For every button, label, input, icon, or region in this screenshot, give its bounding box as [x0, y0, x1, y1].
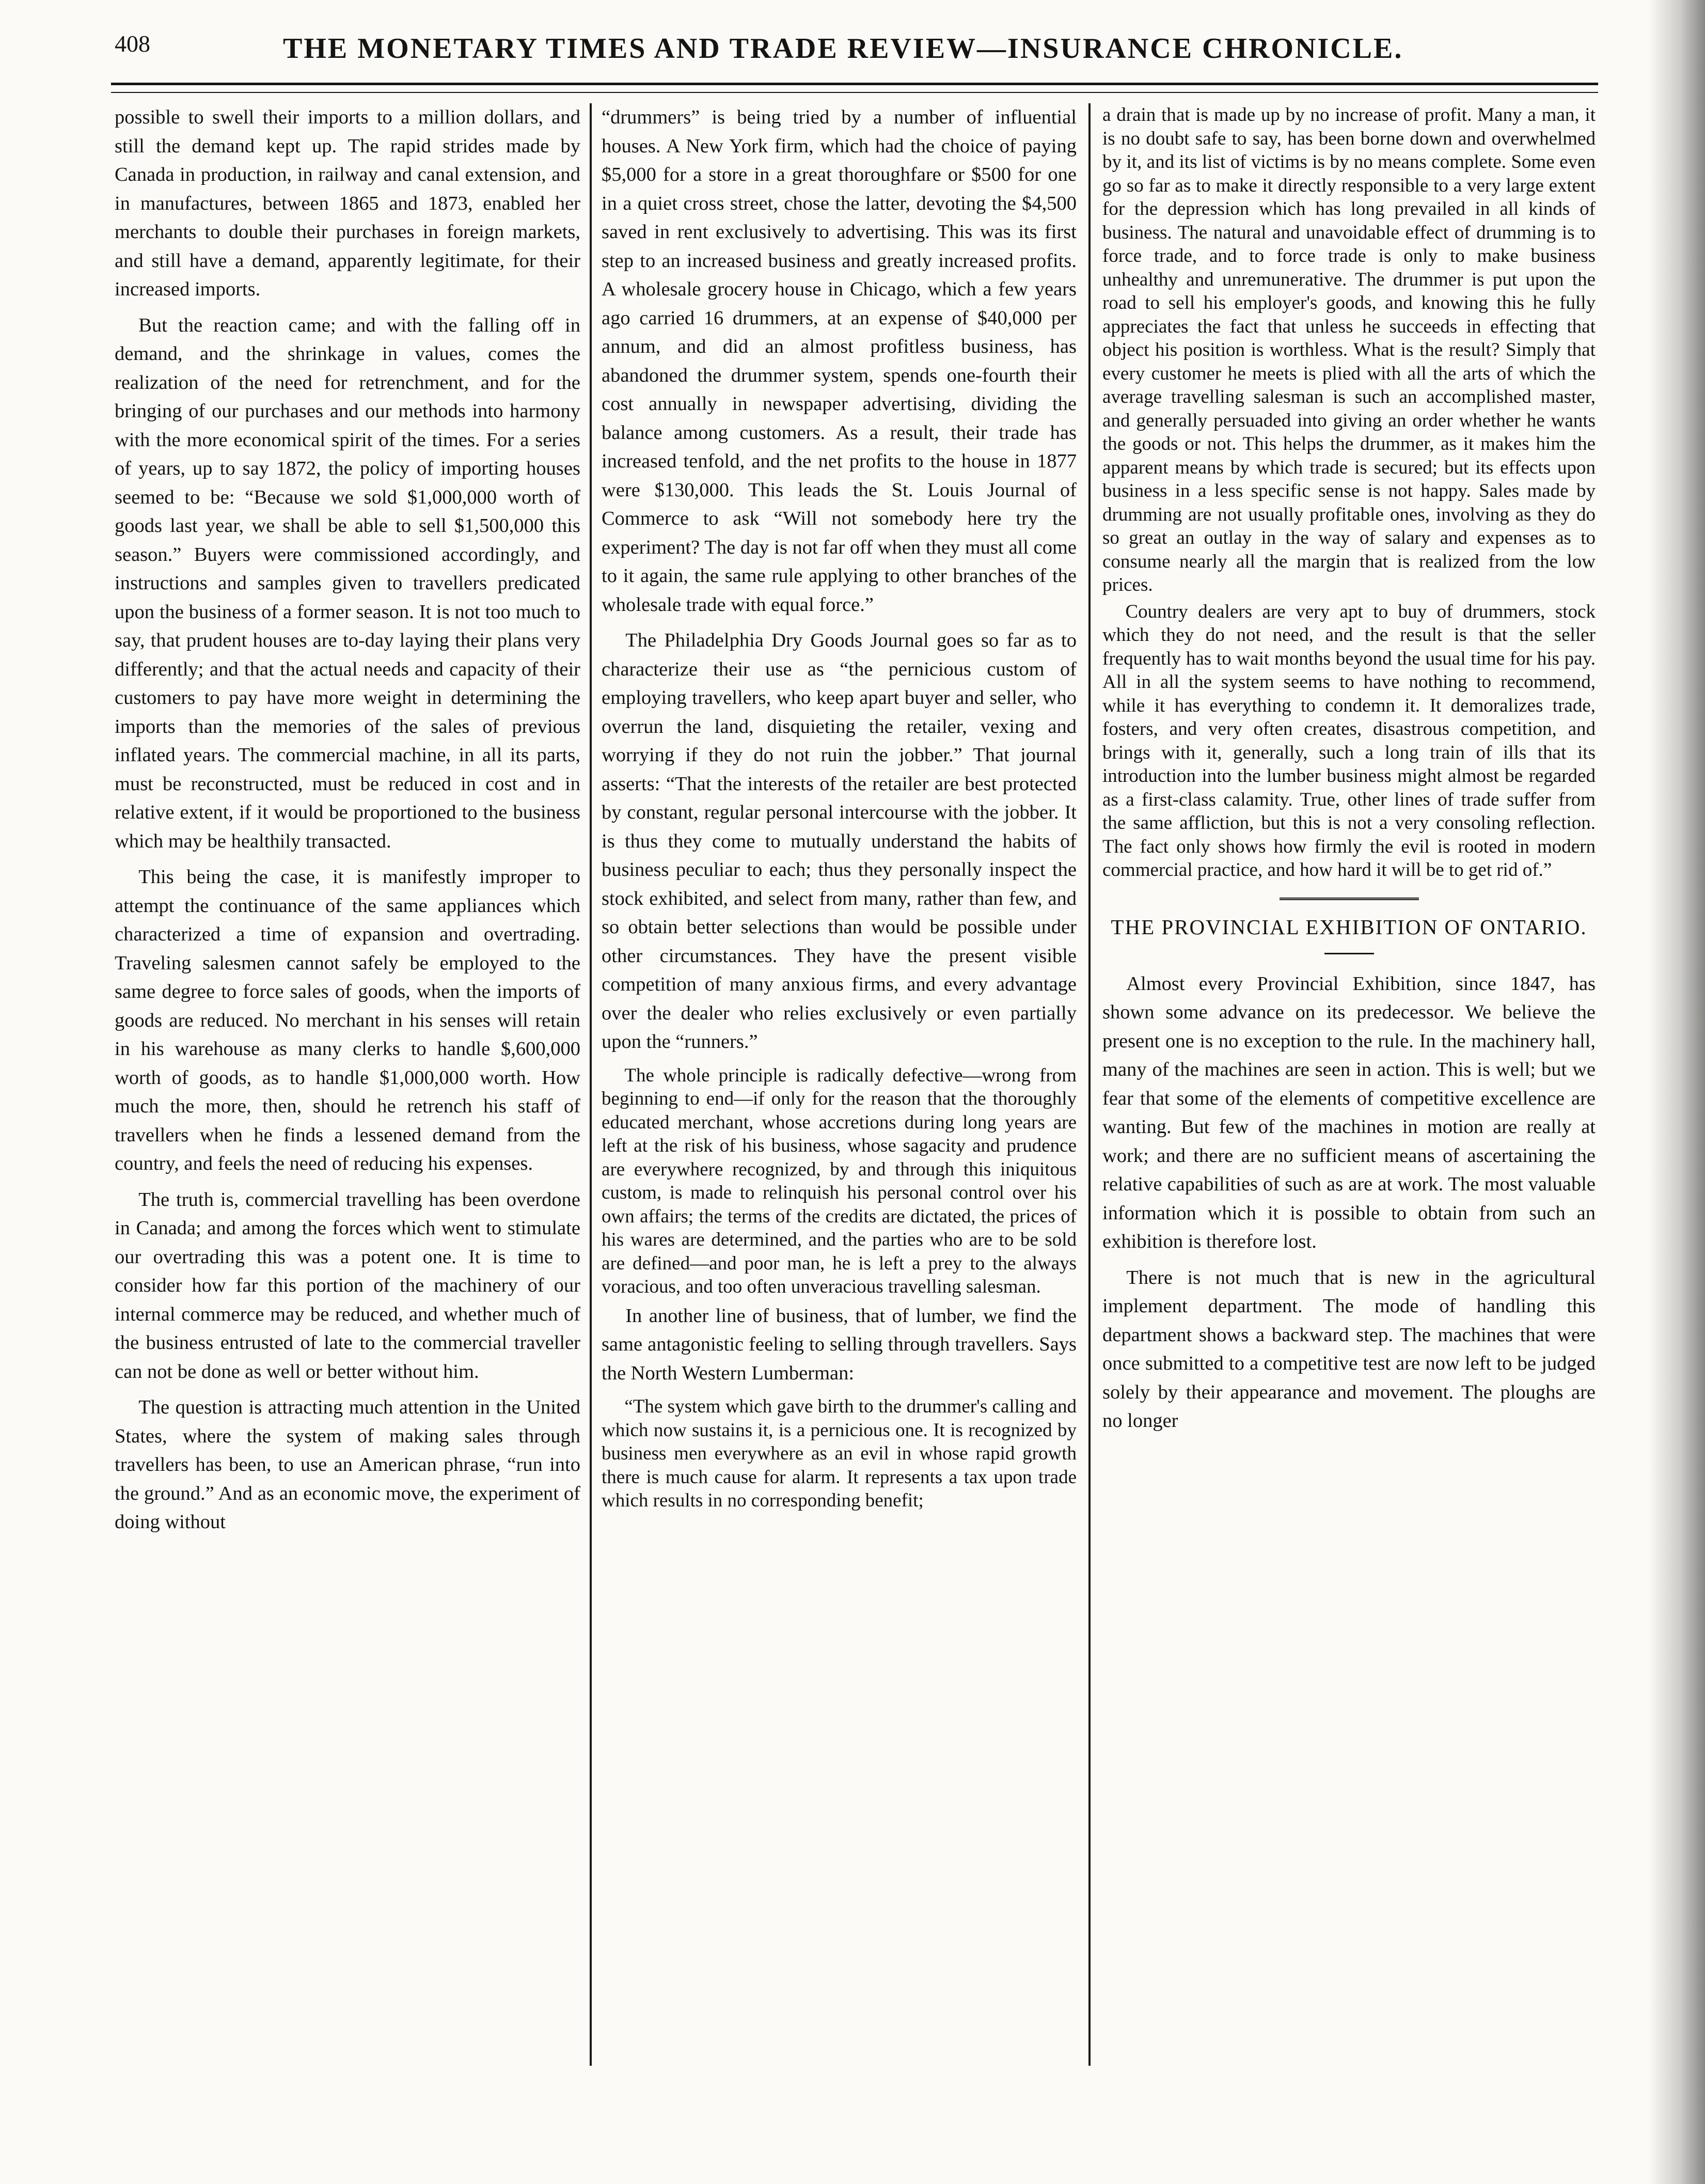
section-divider	[1280, 898, 1419, 900]
paragraph: “The system which gave birth to the drummer's calling and which now sustains it, is a pernicious one. It is recognized by business men everywhere as an evil in whose rapid growth there is much cause for alarm. It represents a tax upon trade which results in no corresponding benefit;	[602, 1396, 1077, 1511]
paragraph: possible to swell their imports to a million dollars, and still the demand kept up. The rapid strides made by Canada in production, in railway and canal extension, and in manufactures, between 1865 and 1873, enabled her merchants to double their purchases in foreign markets, and still have a demand, apparently legitimate, for their increased imports.	[115, 106, 580, 300]
heading-rule	[1324, 953, 1374, 954]
paragraph: The truth is, commercial travelling has been overdone in Canada; and among the forces which went to stimulate our overtrading this was a potent one. It is time to consider how far this portion of the machinery of our internal commerce may be reduced, and whether much of the business entrusted of late to the commercial traveller can not be done as well or better without him.	[115, 1188, 580, 1382]
paragraph: “drummers” is being tried by a number of influential houses. A New York firm, which had the choice of paying $5,000 for a store in a great thoroughfare or $500 for one in a quiet cross street, chose the latter, devoting the $4,500 saved in rent exclusively to advertising. This was its first step to an increased business and greatly increased profits. A wholesale grocery house in Chicago, which a few years ago carried 16 drummers, at an expense of $40,000 per annum, and did an almost profitless business, has abandoned the drummer system, spends one-fourth their cost annually in newspaper advertising, dividing the balance among customers. As a result, their trade has increased tenfold, and the net profits to the house in 1877 were $130,000. This leads the St. Louis Journal of Commerce to ask “Will not somebody here try the experiment? The day is not far off when they must all come to it again, the same rule applying to other branches of the wholesale trade with equal force.”	[602, 106, 1077, 616]
quoted-passage	[602, 1395, 1077, 1513]
paragraph: In another line of business, that of lumber, we find the same antagonistic feeling to selling through travellers. Says the North Western Lumberman:	[602, 1305, 1077, 1384]
page-number: 408	[115, 30, 150, 57]
paragraph: a drain that is made up by no increase of profit. Many a man, it is no doubt safe to say, has been borne down and overwhelmed by it, and its list of victims is by no means complete. Some even go so far as to make it directly responsible to a very large extent for the depression which has long prevailed in all kinds of business. The natural and unavoidable effect of drumming is to force trade, and to force trade is only to make business unhealthy and unremunerative. The drummer is put upon the road to sell his employer's goods, and knowing this he fully appreciates the fact that unless he succeeds in effecting that object his position is worthless. What is the result? Simply that every customer he meets is plied with all the arts of which the average travelling salesman is such an accomplished master, and generally persuaded into giving an order whether he wants the goods or not. This helps the drummer, as it makes him the apparent means by which trade is secured; but its effects upon business in a less specific sense is not happy. Sales made by drumming are not usually profitable ones, involving as they do so great an outlay in the way of salary and expenses as to consume nearly all the margin that is realized from the low prices.	[1102, 104, 1596, 595]
quoted-passage	[1102, 103, 1596, 882]
paragraph: Almost every Provincial Exhibition, since 1847, has shown some advance on its predecessor. We believe the present one is no exception to the rule. In the machinery hall, many of the machines are seen in action. This is well; but we fear that some of the elements of competitive excellence are wanting. But few of the machines in motion are really at work; and there are no sufficient means of ascertaining the relative capabilities of such as are at work. The most valuable information which it is possible to obtain from such an exhibition is therefore lost.	[1102, 972, 1596, 1252]
paragraph: The question is attracting much attention in the United States, where the system of making sales through travellers has been, to use an American phrase, “run into the ground.” And as an economic move, the experiment of doing without	[115, 1396, 580, 1533]
column-divider-left	[590, 103, 592, 2066]
header-rule-thin	[111, 92, 1598, 93]
quoted-passage	[602, 1064, 1077, 1299]
paragraph: The whole principle is radically defective—wrong from beginning to end—if only for the reason that the thoroughly educated merchant, whose accretions during long years are left at the risk of his business, whose sagacity and prudence are everywhere recognized, by and through this iniquitous custom, is made to relinquish his personal control over his own affairs; the terms of the credits are dictated, the prices of his wares are determined, and the parties who are to be sold are defined—and poor man, he is left a prey to the always voracious, and too often unveracious travelling salesman.	[602, 1064, 1077, 1297]
article-column-3	[1102, 103, 1596, 1443]
article-column-2	[602, 103, 1077, 1516]
header-rule	[111, 83, 1598, 85]
paragraph: There is not much that is new in the agricultural implement department. The mode of handling this department shows a backward step. The machines that were once submitted to a competitive test are now left to be judged solely by their appearance and movement. The ploughs are no longer	[1102, 1266, 1596, 1432]
paragraph: The Philadelphia Dry Goods Journal goes so far as to characterize their use as “the pernicious custom of employing travellers, who keep apart buyer and seller, who overrun the land, disquieting the retailer, vexing and worrying if they do not ruin the jobber.” That journal asserts: “That the interests of the retailer are best protected by constant, regular personal intercourse with the jobber. It is thus they come to mutually understand the habits of business peculiar to each; thus they personally inspect the stock exhibited, and select from many, rather than few, and so obtain better selections than would be possible under other circumstances. They have the present visible competition of many anxious firms, and every advantage over the dealer who relies exclusively or even partially upon the “runners.”	[602, 630, 1077, 1052]
column-divider-right	[1088, 103, 1091, 2066]
page-edge-shadow	[1648, 0, 1705, 2184]
section-heading: THE PROVINCIAL EXHIBITION OF ONTARIO.	[1111, 915, 1587, 939]
article-column-1	[115, 103, 580, 1544]
paragraph: This being the case, it is manifestly improper to attempt the continuance of the same appliances which characterized a time of expansion and overtrading. Traveling salesmen cannot safely be employed to the same degree to force sales of goods, when the imports of goods are reduced. No merchant in his senses will retain in his warehouse as many clerks to handle $,600,000 worth of goods, as to handle $1,000,000 worth. How much the more, then, should he retrench his staff of travellers when he finds a lessened demand from the country, and feels the need of reducing his expenses.	[115, 866, 580, 1174]
masthead-title: THE MONETARY TIMES AND TRADE REVIEW—INSURANCE CHRONICLE.	[283, 33, 1403, 65]
paragraph: Country dealers are very apt to buy of drummers, stock which they do not need, and the result is that the seller frequently has to wait months beyond the usual time for his pay. All in all the system seems to have nothing to recommend, while it has everything to condemn it. It demoralizes trade, fosters, and very often creates, disastrous competition, and brings with it, generally, such a long train of ills that its introduction into the lumber business might almost be regarded as a first-class calamity. True, other lines of trade suffer from the same affliction, but this is not a very consoling reflection. The fact only shows how firmly the evil is rooted in modern commercial practice, and how hard it will be to get rid of.”	[1102, 601, 1596, 881]
paragraph: But the reaction came; and with the falling off in demand, and the shrinkage in values, comes the realization of the need for retrenchment, and for the bringing of our purchases and our methods into harmony with the more economical spirit of the times. For a series of years, up to say 1872, the policy of importing houses seemed to be: “Because we sold $1,000,000 worth of goods last year, we shall be able to sell $1,500,000 this season.” Buyers were commissioned accordingly, and instructions and samples given to travellers predicated upon the business of a former season. It is not too much to say, that prudent houses are to-day laying their plans very differently; and that the actual needs and capacity of their customers to pay have more weight in determining the imports than the memories of the sales of previous inflated years. The commercial machine, in all its parts, must be reconstructed, must be reduced in cost and in relative extent, if it would be proportioned to the business which may be healthily transacted.	[115, 314, 580, 852]
